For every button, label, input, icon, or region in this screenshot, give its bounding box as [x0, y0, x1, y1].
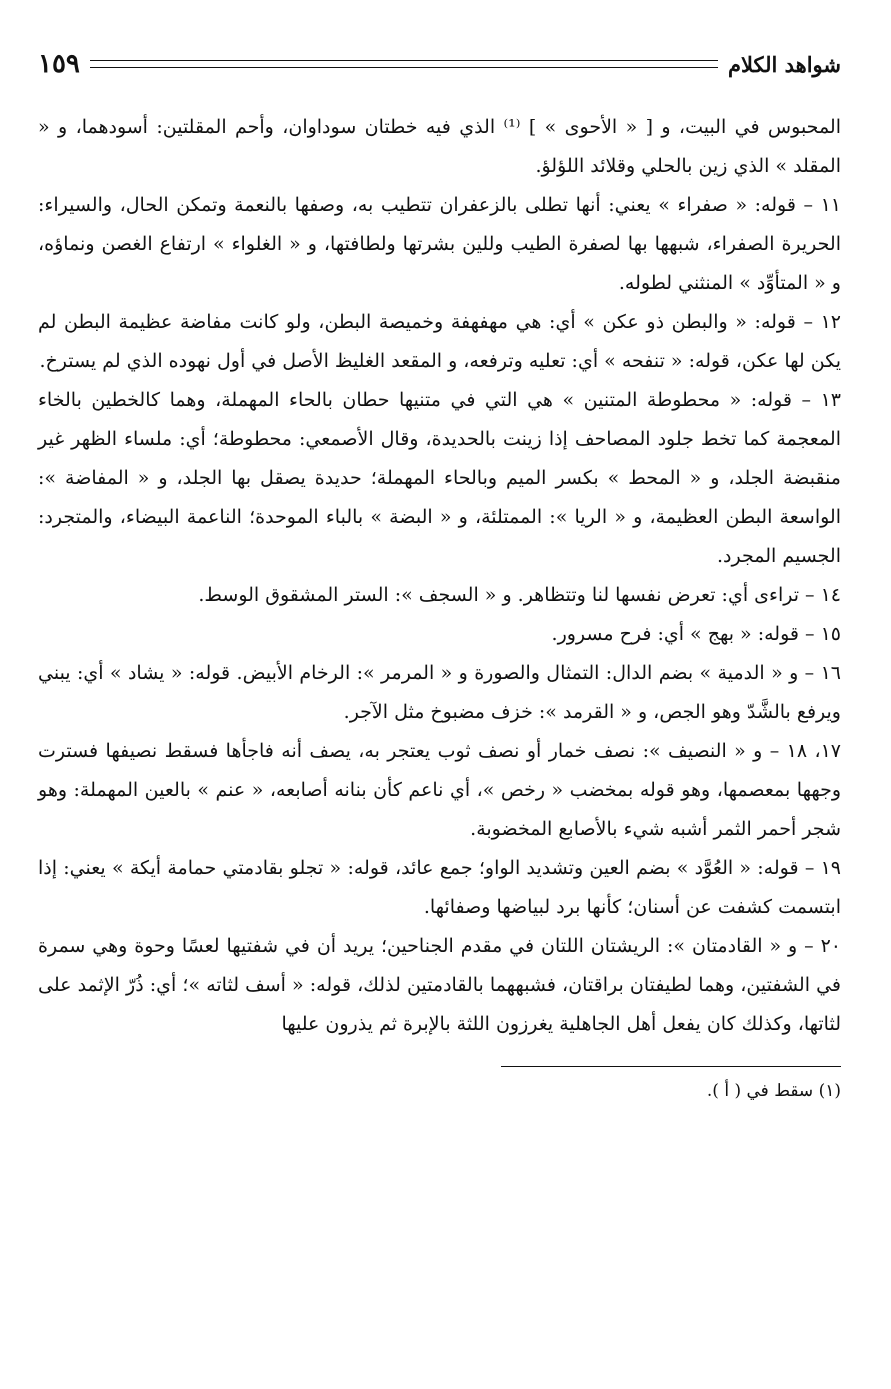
paragraph-continuation: المحبوس في البيت، و [ « الأحوى » ] ⁽¹⁾ الذي فيه خطتان سوداوان، وأحم المقلتين: أسودهما، و « المقلد » الذي زين بالحلي وقلائد اللؤلؤ.: [38, 116, 841, 177]
paragraph-13: ١٣ – قوله: « محطوطة المتنين » هي التي في متنيها حطان بالحاء المهملة، وهما كالخطين بالخاء المعجمة كما تخط جلود المصاحف إذا زينت بالحديدة، وقال الأصمعي: محطوطة؛ أي: ملساء الظهر غير منقبضة الجلد، و « المحط » بكسر الميم وبالحاء المهملة؛ حديدة يصقل بها الجلد، و « المفاضة »: الواسعة البطن العظيمة، و « الريا »: الممتلئة، و « البضة » بالباء الموحدة؛ الناعمة البيضاء، والمتجرد: الجسيم المجرد.: [38, 389, 841, 567]
header-double-rule: [90, 60, 718, 68]
footnote: (١) سقط في ( أ ).: [706, 1081, 841, 1101]
footnote-separator: [501, 1066, 841, 1067]
paragraph-14: ١٤ – تراءى أي: تعرض نفسها لنا وتتظاهر. و « السجف »: الستر المشقوق الوسط.: [198, 584, 841, 606]
paragraph-11: ١١ – قوله: « صفراء » يعني: أنها تطلى بالزعفران تتطيب به، وصفها بالنعمة وتمكن الحال، والسيراء: الحريرة الصفراء، شبهها بها لصفرة الطيب وللين بشرتها ولطافتها، و « الغلواء » ارتفاع الغصن ونماؤه، و « المتأوِّد » المنثني لطوله.: [38, 194, 841, 294]
paragraph-16: ١٦ – و « الدمية » بضم الدال: التمثال والصورة و « المرمر »: الرخام الأبيض. قوله: « يشاد » أي: يبني ويرفع بالشَّدّ وهو الجص، و « القرمد »: خزف مضبوخ مثل الآجر.: [38, 662, 841, 723]
body-text: [38, 108, 841, 1044]
paragraph-12: ١٢ – قوله: « والبطن ذو عكن » أي: هي مهفهفة وخميصة البطن، ولو كانت مفاضة عظيمة البطن لم يكن لها عكن، قوله: « تنفحه » أي: تعليه وترفعه، و المقعد الغليظ الأصل في أول نهوده الذي لم يسترخ.: [38, 311, 841, 372]
page-number: ١٥٩: [38, 49, 80, 79]
paragraph-20: ٢٠ – و « القادمتان »: الريشتان اللتان في مقدم الجناحين؛ يريد أن في شفتيها لعسًا وحوة وهي سمرة في الشفتين، وهما لطيفتان براقتان، فشبههما بالقادمتين لذلك، قوله: « أسف لثاته »؛ أي: ذُرّ الإثمد على لثاتها، وكذلك كان يفعل أهل الجاهلية يغرزون اللثة بالإبرة ثم يذرون عليها: [38, 935, 841, 1035]
paragraph-17-18: ١٧، ١٨ – و « النصيف »: نصف خمار أو نصف ثوب يعتجر به، يصف أنه فاجأها فسقط نصيفها فسترت وجهها بمعصمها، وهو قوله بمخضب « رخص »، أي ناعم كأن بنانه أصابعه، « عنم » بالعين المهملة: وهو شجر أحمر الثمر أشبه شيء بالأصابع المخضوبة.: [38, 740, 842, 840]
paragraph-15: ١٥ – قوله: « بهج » أي: فرح مسرور.: [551, 623, 841, 645]
page-header: [38, 44, 841, 84]
paragraph-19: ١٩ – قوله: « العُوَّد » بضم العين وتشديد الواو؛ جمع عائد، قوله: « تجلو بقادمتي حمامة أيكة » يعني: إذا ابتسمت كشفت عن أسنان؛ كأنها برد لبياضها وصفائها.: [38, 857, 841, 918]
running-title: شواهد الكلام: [727, 51, 841, 77]
